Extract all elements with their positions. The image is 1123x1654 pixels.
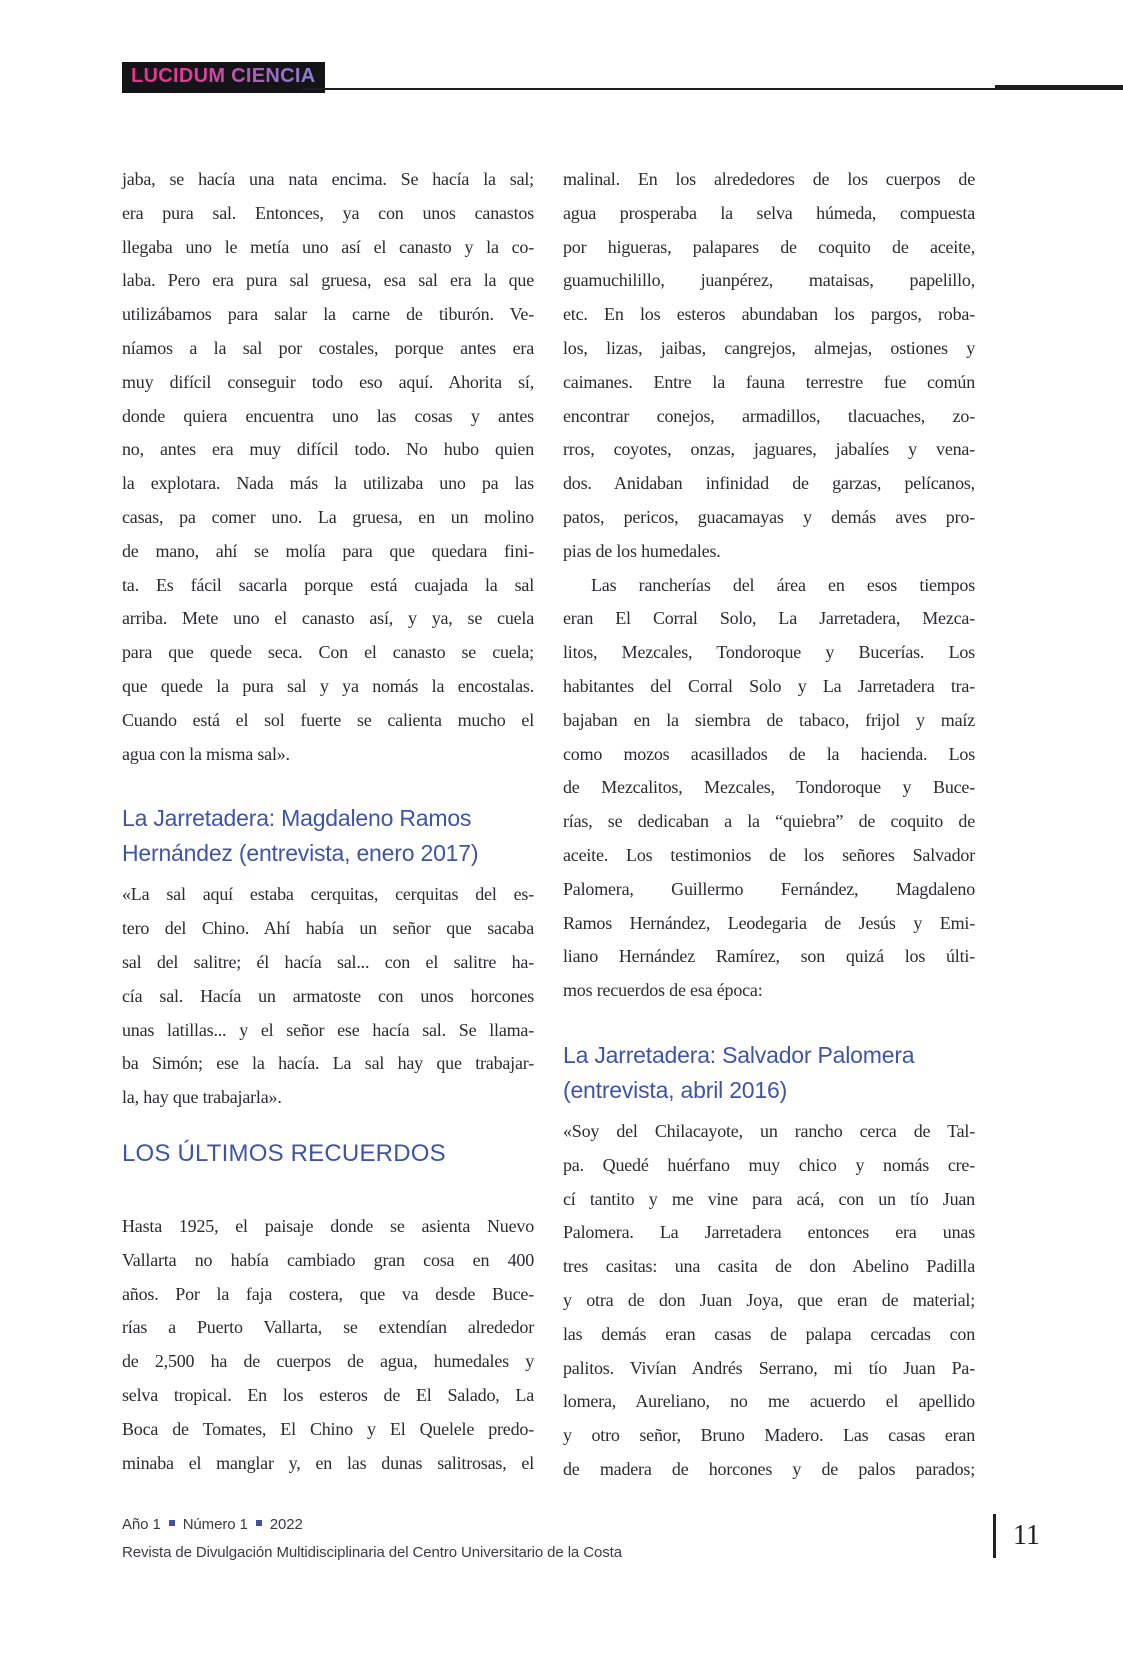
page-number: 11: [1013, 1520, 1040, 1551]
text-line: dos. Anidaban infinidad de garzas, pelícanos,: [563, 473, 975, 494]
text-line: agua prosperaba la selva húmeda, compuesta: [563, 202, 975, 223]
separator-square-icon: [256, 1520, 262, 1526]
body-paragraph: [122, 163, 534, 771]
text-line: jaba, se hacía una nata encima. Se hacía la sal;: [122, 169, 534, 189]
text-line: litos, Mezcales, Tondoroque y Bucerías. Los: [563, 642, 975, 663]
text-line: agua con la misma sal».: [122, 743, 290, 764]
text-line: ba Simón; ese la hacía. La sal hay que trabajar-: [122, 1053, 534, 1074]
text-line: lomera, Aureliano, no me acuerdo el apellido: [563, 1391, 975, 1412]
text-line: años. Por la faja costera, que va desde Buce-: [122, 1283, 534, 1304]
text-line: pias de los humedales.: [563, 540, 721, 561]
text-line: Palomera. La Jarretadera entonces era unas: [563, 1222, 975, 1243]
separator-square-icon: [169, 1520, 175, 1526]
text-line: por higueras, palapares de coquito de aceite,: [563, 236, 975, 257]
text-line: unas latillas... y el señor ese hacía sal. Se llama-: [122, 1019, 534, 1040]
text-line: de Mezcalitos, Mezcales, Tondoroque y Buce-: [563, 777, 975, 798]
two-column-text-area: [122, 163, 976, 1487]
body-paragraph: [122, 878, 534, 1115]
section-heading: [122, 1138, 534, 1170]
page-number-rule: [993, 1514, 996, 1558]
text-line: de 2,500 ha de cuerpos de agua, humedales y: [122, 1351, 534, 1372]
text-line: Vallarta no había cambiado gran cosa en 400: [122, 1249, 534, 1270]
text-line: níamos a la sal por costales, porque antes era: [122, 337, 534, 358]
text-line: Hasta 1925, el paisaje donde se asienta Nuevo: [122, 1215, 534, 1236]
masthead-logo: [122, 62, 325, 93]
right-column: [563, 163, 975, 1487]
header-rule-thick: [995, 85, 1123, 90]
body-paragraph: [122, 1210, 534, 1480]
text-line: minaba el manglar y, en las dunas salitrosas, el: [122, 1452, 534, 1473]
text-line: como mozos acasillados de la hacienda. Los: [563, 743, 975, 764]
text-line: encontrar conejos, armadillos, tlacuaches, zo-: [563, 405, 975, 426]
heading-line: (entrevista, abril 2016): [563, 1076, 788, 1103]
footer-issue-number: Número 1: [182, 1516, 248, 1533]
text-line: la explotara. Nada más la utilizaba uno pa las: [122, 473, 534, 494]
footer: [122, 1512, 622, 1566]
text-line: ta. Es fácil sacarla porque está cuajada la sal: [122, 574, 534, 595]
text-line: las demás eran casas de palapa cercadas con: [563, 1323, 975, 1344]
text-line: arriba. Mete uno el canasto así, y ya, se cuela: [122, 608, 534, 629]
text-line: los, lizas, jaibas, cangrejos, almejas, ostiones y: [563, 337, 975, 358]
text-line: laba. Pero era pura sal gruesa, esa sal era la que: [122, 270, 534, 291]
text-line: Ramos Hernández, Leodegaria de Jesús y Emi-: [563, 912, 975, 933]
heading-line: La Jarretadera: Magdaleno Ramos: [122, 805, 472, 832]
text-line: «La sal aquí estaba cerquitas, cerquitas del es-: [122, 884, 534, 905]
body-paragraph: [563, 163, 975, 569]
footer-journal-line: Revista de Divulgación Multidisciplinaria del Centro Universitario de la Costa: [122, 1544, 622, 1561]
text-line: patos, pericos, guacamayas y demás aves pro-: [563, 506, 975, 527]
text-line: llegaba uno le metía uno así el canasto y la co-: [122, 236, 534, 257]
text-line: rros, coyotes, onzas, jaguares, jabalíes y vena-: [563, 439, 975, 460]
text-line: cí tantito y me vine para acá, con un tío Juan: [563, 1188, 975, 1209]
text-line: selva tropical. En los esteros de El Salado, La: [122, 1384, 534, 1405]
text-line: mos recuerdos de esa época:: [563, 980, 763, 1001]
text-line: Palomera, Guillermo Fernández, Magdaleno: [563, 878, 975, 899]
text-line: eran El Corral Solo, La Jarretadera, Mezca-: [563, 608, 975, 629]
footer-issue-line: [122, 1512, 622, 1538]
text-line: pa. Quedé huérfano muy chico y nomás cre-: [563, 1154, 975, 1175]
text-line: tres casitas: una casita de don Abelino Padilla: [563, 1256, 975, 1277]
page-number-block: [993, 1514, 1040, 1558]
section-heading: [122, 801, 534, 871]
text-line: donde quiera encuentra uno las cosas y antes: [122, 405, 534, 426]
text-line: para que quede seca. Con el canasto se cuela;: [122, 642, 534, 663]
text-line: de madera de horcones y de palos parados;: [563, 1458, 975, 1479]
text-line: bajaban en la siembra de tabaco, frijol y maíz: [563, 709, 975, 730]
text-line: sal del salitre; él hacía sal... con el salitre ha-: [122, 951, 534, 972]
heading-line: LOS ÚLTIMOS RECUERDOS: [122, 1139, 446, 1167]
text-line: palitos. Vivían Andrés Serrano, mi tío Juan Pa-: [563, 1357, 975, 1378]
section-heading: [563, 1038, 975, 1108]
text-line: Boca de Tomates, El Chino y El Quelele predo-: [122, 1418, 534, 1439]
text-line: aceite. Los testimonios de los señores Salvador: [563, 844, 975, 865]
text-line: cía sal. Hacía un armatoste con unos horcones: [122, 985, 534, 1006]
masthead-logo-text: LUCIDUM CIENCIA: [131, 65, 316, 87]
text-line: rías a Puerto Vallarta, se extendían alrededor: [122, 1317, 534, 1338]
text-line: no, antes era muy difícil todo. No hubo quien: [122, 439, 534, 460]
footer-issue-year: Año 1: [122, 1516, 161, 1533]
text-line: habitantes del Corral Solo y La Jarretadera tra-: [563, 675, 975, 696]
heading-line: La Jarretadera: Salvador Palomera: [563, 1041, 915, 1068]
body-paragraph: [563, 569, 975, 1008]
text-line: utilizábamos para salar la carne de tiburón. Ve-: [122, 304, 534, 325]
text-line: y otro señor, Bruno Madero. Las casas eran: [563, 1425, 975, 1446]
text-line: malinal. En los alrededores de los cuerpos de: [563, 169, 975, 189]
text-line: y otra de don Juan Joya, que eran de material;: [563, 1289, 975, 1310]
footer-issue-date: 2022: [269, 1516, 303, 1533]
text-line: etc. En los esteros abundaban los pargos, roba-: [563, 304, 975, 325]
text-line: era pura sal. Entonces, ya con unos canastos: [122, 202, 534, 223]
text-line: de mano, ahí se molía para que quedara fini-: [122, 540, 534, 561]
header-rule-thin: [303, 88, 997, 90]
text-line: Cuando está el sol fuerte se calienta mucho el: [122, 709, 534, 730]
text-line: Las rancherías del área en esos tiempos: [591, 574, 975, 595]
heading-line: Hernández (entrevista, enero 2017): [122, 840, 479, 867]
text-line: que quede la pura sal y ya nomás la encostalas.: [122, 675, 534, 696]
text-line: liano Hernández Ramírez, son quizá los últi-: [563, 946, 975, 967]
text-line: muy difícil conseguir todo eso aquí. Ahorita sí,: [122, 371, 534, 392]
text-line: caimanes. Entre la fauna terrestre fue común: [563, 371, 975, 392]
text-line: tero del Chino. Ahí había un señor que sacaba: [122, 918, 534, 939]
text-line: la, hay que trabajarla».: [122, 1087, 282, 1108]
text-line: «Soy del Chilacayote, un rancho cerca de Tal-: [563, 1120, 975, 1141]
left-column: [122, 163, 534, 1487]
text-line: rías, se dedicaban a la “quiebra” de coquito de: [563, 811, 975, 832]
text-line: guamuchilillo, juanpérez, mataisas, papelillo,: [563, 270, 975, 291]
body-paragraph: [563, 1115, 975, 1487]
text-line: casas, pa comer uno. La gruesa, en un molino: [122, 506, 534, 527]
